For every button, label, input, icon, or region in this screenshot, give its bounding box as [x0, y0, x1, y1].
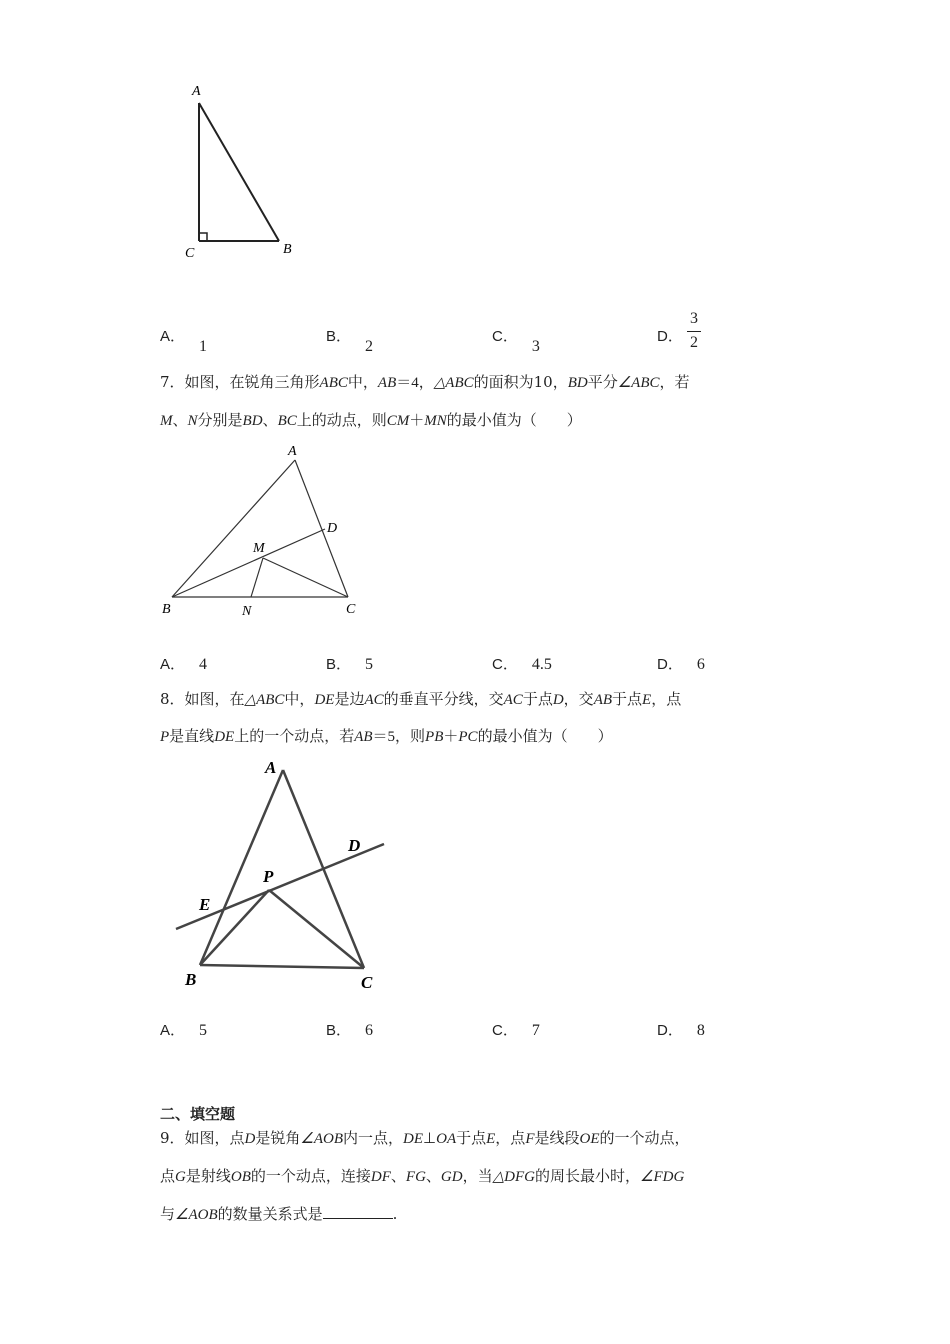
- option-label: C．: [492, 1022, 518, 1039]
- math: AB: [593, 692, 613, 708]
- bisector-bd: [172, 529, 325, 597]
- text: 中，: [284, 690, 315, 708]
- option-value: 8: [696, 1022, 705, 1039]
- math: AC: [364, 692, 384, 708]
- text: ⊥: [423, 1131, 437, 1147]
- math: BD: [242, 413, 263, 429]
- math: BC: [277, 413, 297, 429]
- q6-option-a[interactable]: [160, 325, 208, 355]
- text: ，交: [563, 690, 594, 708]
- math: BD: [567, 375, 588, 391]
- side-bc: [200, 965, 364, 968]
- text: 是边: [334, 690, 365, 708]
- q8-option-b[interactable]: [326, 1019, 373, 1040]
- math: PB: [425, 729, 444, 745]
- text: 的垂直平分线，交: [383, 690, 504, 708]
- label-d: D: [327, 521, 338, 536]
- label-p: P: [263, 867, 274, 886]
- math: DF: [370, 1169, 391, 1185]
- fraction-denominator: 2: [690, 334, 698, 351]
- fraction-bar: [687, 331, 701, 332]
- option-value: 2: [365, 338, 374, 355]
- math: G: [175, 1169, 186, 1185]
- side-ab: [172, 460, 295, 597]
- label-d: D: [348, 836, 361, 855]
- text: 分别是: [197, 411, 243, 429]
- text: ＋: [409, 411, 425, 429]
- option-label: D．: [657, 656, 683, 673]
- math: △ABC: [244, 692, 285, 708]
- label-a: A: [288, 444, 297, 459]
- text: 的最小值为（ ）: [477, 727, 613, 745]
- text: 的一个动点，: [599, 1129, 690, 1147]
- math: F: [525, 1131, 535, 1147]
- text: 是直线: [169, 727, 215, 745]
- text: 于点: [456, 1129, 487, 1147]
- math: △DFG: [492, 1169, 535, 1185]
- option-value: 5: [365, 656, 374, 673]
- option-label: B．: [326, 656, 352, 673]
- label-c: C: [361, 973, 373, 992]
- math: N: [187, 413, 198, 429]
- text: 是线段: [534, 1129, 580, 1147]
- option-label: C．: [492, 656, 518, 673]
- text: 的一个动点，连接: [250, 1167, 371, 1185]
- option-value: 1: [199, 338, 208, 355]
- text: ＋: [443, 727, 459, 745]
- option-value: 4: [199, 656, 208, 673]
- text: 的最小值为（ ）: [446, 411, 582, 429]
- q9-line-3: [160, 1203, 397, 1224]
- math: DE: [314, 692, 335, 708]
- math: D: [552, 692, 564, 708]
- text: 点: [160, 1167, 176, 1185]
- label-b: B: [162, 602, 171, 617]
- label-b: B: [185, 970, 197, 989]
- q7-line-2: [160, 409, 582, 430]
- text: ，点: [495, 1129, 526, 1147]
- option-label: C．: [492, 328, 518, 345]
- segment-pb: [200, 890, 269, 965]
- label-c: C: [185, 246, 195, 261]
- math: OB: [230, 1169, 251, 1185]
- answer-blank[interactable]: [323, 1204, 393, 1219]
- text: 于点: [522, 690, 553, 708]
- right-angle-mark: [199, 233, 207, 241]
- option-label: D．: [657, 1022, 683, 1039]
- label-n: N: [242, 604, 252, 619]
- q6-option-c[interactable]: [492, 325, 540, 355]
- label-m: M: [253, 541, 265, 556]
- text: 的周长最小时，: [534, 1167, 640, 1185]
- math: P: [160, 729, 170, 745]
- q6-figure: [175, 75, 315, 270]
- option-label: A．: [160, 656, 186, 673]
- math: ∠AOB: [175, 1207, 218, 1223]
- q7-option-a[interactable]: [160, 653, 207, 674]
- text: 9．如图，点: [160, 1129, 245, 1147]
- q8-option-d[interactable]: [657, 1019, 705, 1040]
- text: 上的动点，则: [296, 411, 387, 429]
- math: AC: [503, 692, 523, 708]
- label-e: E: [199, 895, 211, 914]
- math: ∠AOB: [300, 1131, 344, 1147]
- math: E: [642, 692, 652, 708]
- q8-option-c[interactable]: [492, 1019, 540, 1040]
- text: 内一点，: [343, 1129, 404, 1147]
- math: △ABC: [433, 375, 474, 391]
- option-value: 3: [531, 338, 540, 355]
- text: 8．如图，在: [160, 690, 245, 708]
- math: OA: [436, 1131, 457, 1147]
- side-ab: [199, 103, 279, 241]
- segment-mn: [251, 558, 263, 597]
- q7-figure: [155, 440, 375, 625]
- text: 、: [172, 411, 188, 429]
- math: M: [160, 413, 173, 429]
- math: DE: [214, 729, 235, 745]
- math: AB: [377, 375, 397, 391]
- math: PC: [458, 729, 478, 745]
- q9-line-2: [160, 1165, 684, 1186]
- text: ＝5，则: [372, 729, 426, 745]
- text: 是射线: [185, 1167, 231, 1185]
- option-value: 5: [199, 1022, 208, 1039]
- math: OE: [579, 1131, 600, 1147]
- option-label: A．: [160, 1022, 186, 1039]
- option-label: A．: [160, 328, 186, 345]
- text: 是锐角: [255, 1129, 301, 1147]
- text: 平分: [587, 373, 618, 391]
- option-label: D．: [657, 328, 683, 345]
- option-label: B．: [326, 328, 352, 345]
- option-value: 7: [531, 1022, 540, 1039]
- segment-pc: [269, 890, 364, 968]
- q8-line-2: [160, 725, 613, 746]
- math: DE: [403, 1131, 424, 1147]
- section-heading: 二、填空题: [160, 1105, 236, 1123]
- math: GD: [440, 1169, 463, 1185]
- q7-option-b[interactable]: [326, 653, 373, 674]
- option-value: 4.5: [531, 656, 552, 673]
- q8-option-a[interactable]: [160, 1019, 207, 1040]
- option-value: 6: [365, 1022, 374, 1039]
- text: 、: [262, 411, 278, 429]
- q9-line-1: [160, 1127, 690, 1148]
- q7-option-c[interactable]: [492, 653, 552, 674]
- label-a: A: [192, 84, 201, 99]
- text: 的数量关系式是: [217, 1205, 323, 1223]
- math: ∠FDG: [640, 1169, 685, 1185]
- label-a: A: [265, 758, 277, 777]
- text: 上的一个动点，若: [234, 727, 355, 745]
- label-c: C: [346, 602, 356, 617]
- q6-option-d[interactable]: [657, 325, 683, 346]
- math: MN: [424, 413, 447, 429]
- text: 7．如图，在锐角三角形: [160, 373, 320, 391]
- text: ，若: [659, 373, 690, 391]
- text: 、: [390, 1167, 406, 1185]
- text: ，点: [651, 690, 682, 708]
- math: E: [486, 1131, 496, 1147]
- text: .: [392, 1205, 398, 1223]
- text: ，当: [462, 1167, 493, 1185]
- math: CM: [386, 413, 410, 429]
- text: 、: [425, 1167, 441, 1185]
- label-b: B: [283, 242, 292, 257]
- math: ∠ABC: [617, 375, 660, 391]
- math: FG: [405, 1169, 426, 1185]
- text: 于点: [612, 690, 643, 708]
- q7-line-1: [160, 371, 690, 392]
- q6-option-b[interactable]: [326, 325, 374, 355]
- text: 的面积为10，: [473, 373, 568, 391]
- q7-option-d[interactable]: [657, 653, 705, 674]
- fraction-numerator: 3: [690, 310, 698, 327]
- text: ＝4，: [396, 375, 434, 391]
- math: AB: [354, 729, 373, 745]
- line-de: [176, 844, 384, 929]
- option-label: B．: [326, 1022, 352, 1039]
- math: D: [244, 1131, 256, 1147]
- math: ABC: [319, 375, 348, 391]
- text: 与: [160, 1205, 176, 1223]
- q8-figure: [170, 755, 400, 1000]
- text: 中，: [347, 373, 378, 391]
- q8-line-1: [160, 688, 681, 709]
- option-value: 6: [696, 656, 705, 673]
